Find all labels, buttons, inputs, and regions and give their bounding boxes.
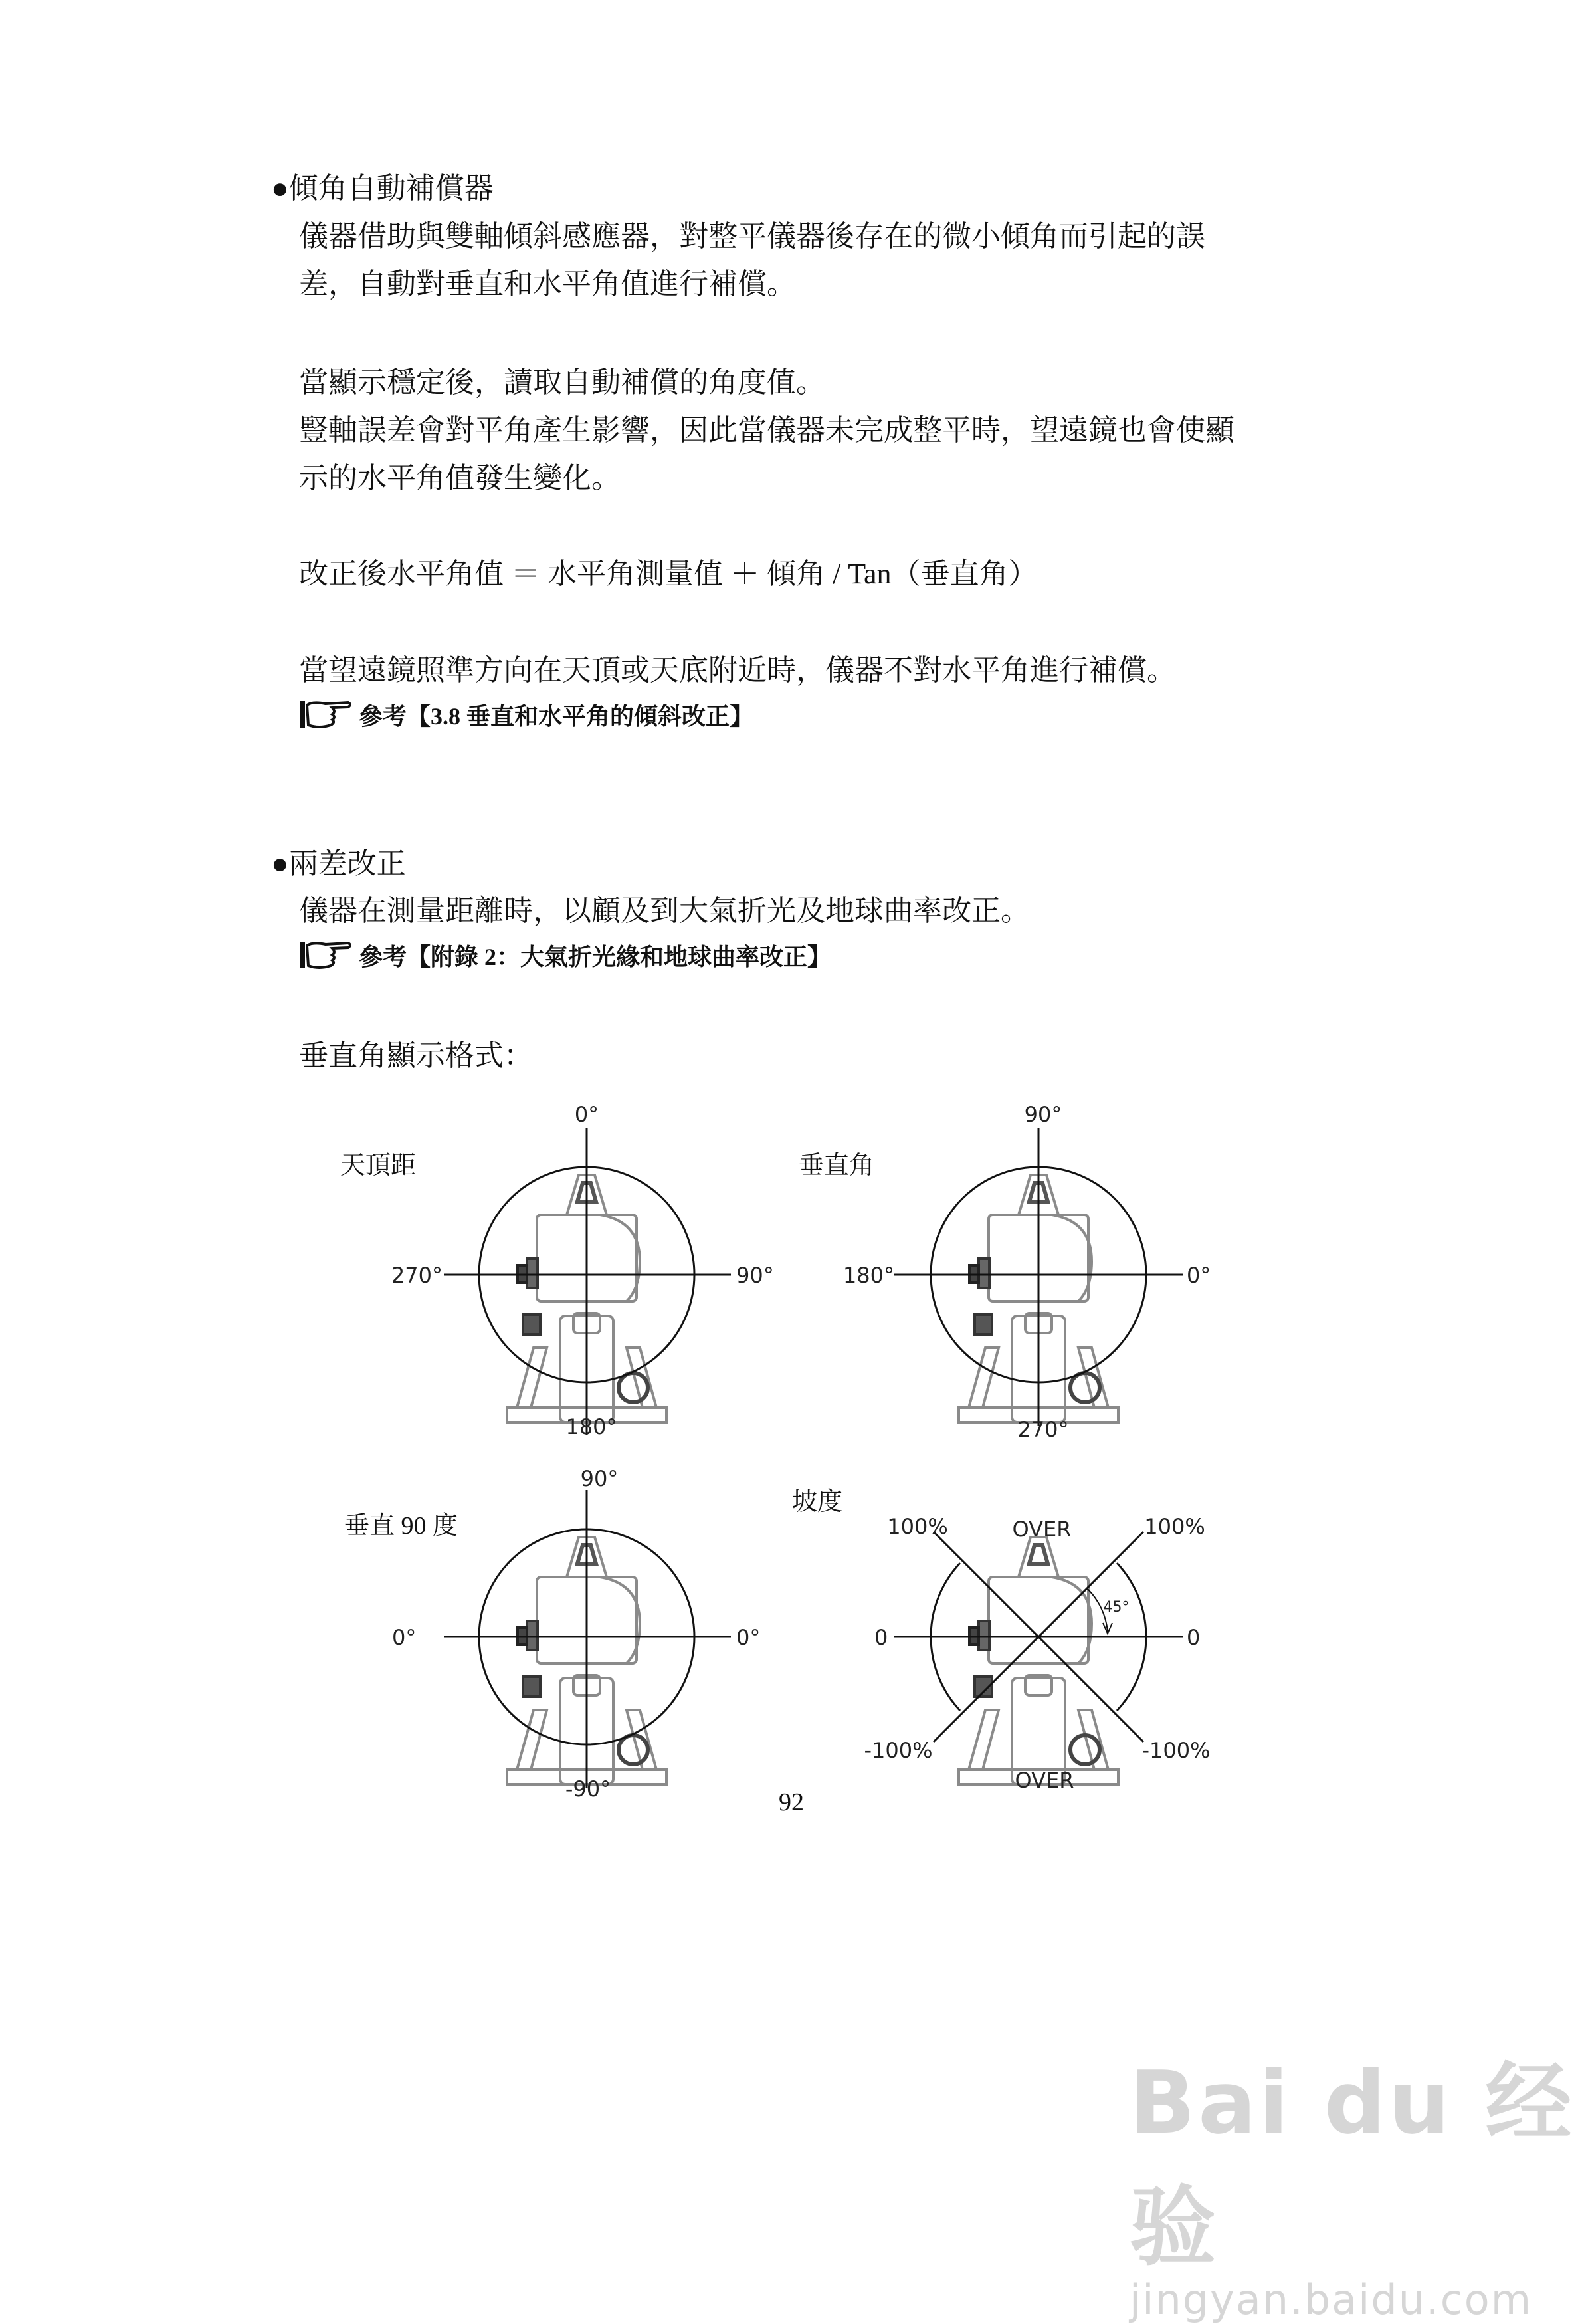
diagram-caption: 垂直 90 度 <box>344 1512 458 1540</box>
label-right: 0° <box>736 1625 761 1650</box>
label-left: 0° <box>392 1625 417 1650</box>
section-title-two-difference: ●兩差改正 <box>271 847 406 880</box>
paragraph-line: 差，自動對垂直和水平角值進行補償。 <box>299 268 796 300</box>
paragraph-line: 當望遠鏡照準方向在天頂或天底附近時，儀器不對水平角進行補償。 <box>299 654 1176 687</box>
formula: 改正後水平角值 ＝ 水平角測量值 ＋ 傾角 / Tan（垂直角） <box>299 558 1038 590</box>
paragraph-line: 豎軸誤差會對平角產生影響，因此當儀器未完成整平時，望遠鏡也會使顯 <box>299 414 1235 447</box>
reference-text: 參考【3.8 垂直和水平角的傾斜改正】 <box>359 703 754 730</box>
reference-text: 參考【附錄 2：大氣折光緣和地球曲率改正】 <box>359 944 832 970</box>
label-bottom-right: -100% <box>1141 1738 1211 1763</box>
instrument-illustration <box>959 1537 1118 1784</box>
label-right: 0 <box>1187 1625 1201 1650</box>
label-top-right: 100% <box>1144 1514 1205 1539</box>
diagram-caption: 坡度 <box>792 1488 843 1516</box>
label-left: 180° <box>842 1263 894 1288</box>
diagram-caption: 垂直角 <box>799 1152 875 1180</box>
label-bottom: -90° <box>565 1776 611 1802</box>
watermark-brand: Bai du 经验 <box>1130 2052 1575 2277</box>
label-top-over: OVER <box>1012 1517 1072 1542</box>
diagram-zenith-distance <box>340 1102 774 1439</box>
label-top-left: 100% <box>887 1514 948 1539</box>
label-top: 90° <box>580 1466 619 1491</box>
paragraph-line: 儀器借助與雙軸傾斜感應器，對整平儀器後存在的微小傾角而引起的誤 <box>299 220 1205 253</box>
label-bottom-over: OVER <box>1015 1768 1074 1793</box>
label-bottom: 180° <box>565 1414 617 1439</box>
diagram-slope-percent <box>792 1488 1211 1793</box>
paragraph-line: 當顯示穩定後，讀取自動補償的角度值。 <box>299 366 825 399</box>
label-right: 0° <box>1187 1263 1211 1288</box>
paragraph-line: 示的水平角值發生變化。 <box>299 462 621 494</box>
label-right: 90° <box>736 1263 774 1288</box>
section-title-tilt-compensator: ●傾角自動補償器 <box>271 172 494 205</box>
label-bottom: 270° <box>1017 1417 1069 1442</box>
label-top: 90° <box>1024 1102 1062 1127</box>
diagram-vertical-90 <box>344 1466 760 1802</box>
label-left: 270° <box>391 1263 443 1288</box>
format-heading: 垂直角顯示格式： <box>299 1039 533 1072</box>
paragraph-line: 儀器在測量距離時，以顧及到大氣折光及地球曲率改正。 <box>299 895 1030 927</box>
baidu-watermark <box>1130 2034 1582 2324</box>
diagram-vertical-angle <box>799 1102 1211 1442</box>
diagram-caption: 天頂距 <box>340 1152 417 1180</box>
label-bottom-left: -100% <box>864 1738 933 1763</box>
page-number: 92 <box>779 1788 804 1816</box>
label-left: 0 <box>874 1625 888 1650</box>
label-angle: 45° <box>1103 1599 1130 1616</box>
watermark-url: jingyan.baidu.com <box>1130 2275 1533 2324</box>
label-top: 0° <box>574 1102 599 1127</box>
